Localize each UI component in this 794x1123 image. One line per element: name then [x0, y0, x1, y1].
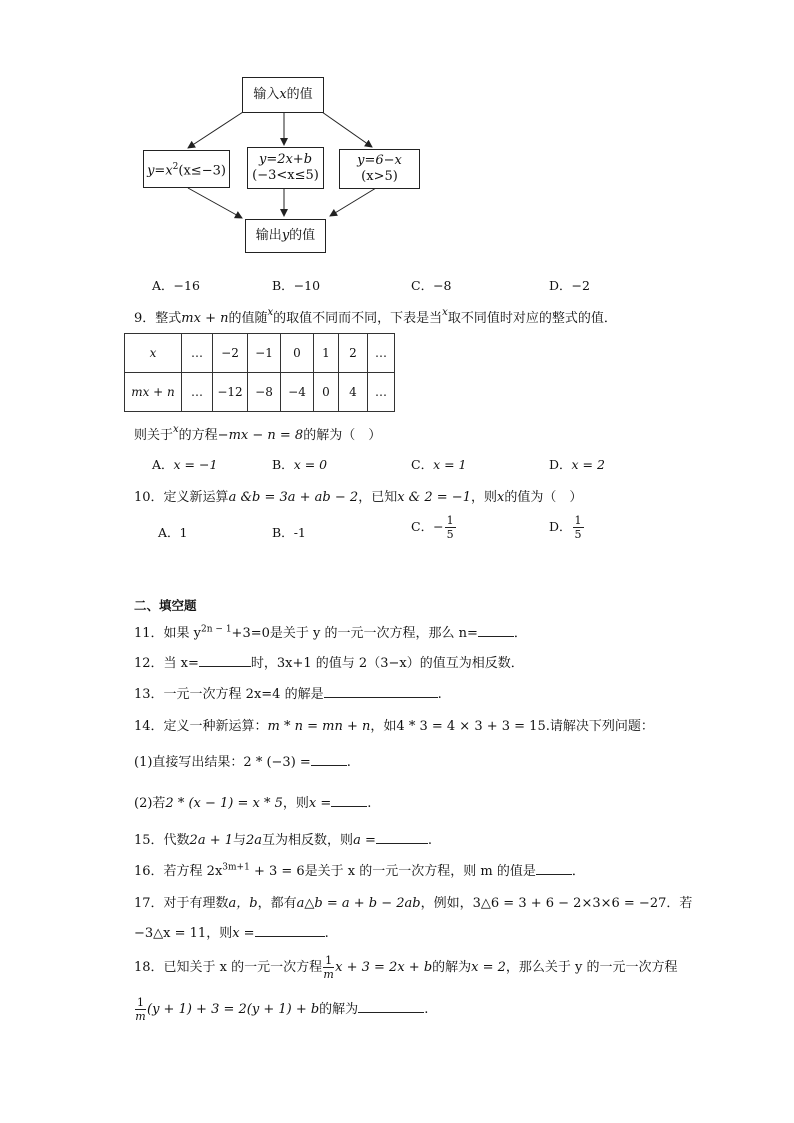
q8-option-b: B．−10: [272, 278, 321, 293]
q8-option-d: D．−2: [549, 278, 590, 293]
q13: 13．一元一次方程 2x=4 的解是 .: [134, 687, 442, 702]
q10-stem: 10．定义新运算a &b = 3a + ab − 2，已知x & 2 = −1，则x的值为（ ）: [134, 490, 583, 505]
q14: 14．定义一种新运算：m * n = mn + n，如4 * 3 = 4 × 3 + 3 = 15.请解决下列问题：: [134, 719, 654, 734]
q17: 17．对于有理数a，b，都有a△b = a + b − 2ab，例如，3△6 = 3 + 6 − 2×3×6 = −27．若: [134, 896, 693, 911]
q10-option-c: C．− $\frac{1}{5}$: [411, 514, 454, 541]
q18: 18．已知关于 x 的一元一次方程 $\frac{1}{m}$ x + 3 = 2x + b的解为x = 2，那么关于 y 的一元一次方程: [134, 954, 678, 981]
arrow-right-to-output: [330, 188, 376, 216]
q9-table: [124, 333, 395, 412]
table-row: mx + n … −12 −8 −4 0 4 …: [125, 373, 395, 412]
q17-line2: −3△x = 11，则x = .: [134, 926, 329, 941]
box-left-case: $y=x^2(x\le-3)$: [143, 150, 230, 188]
q9-option-d: D．x = 2: [549, 457, 605, 472]
q15: 15．代数2a + 1与2a互为相反数，则a = .: [134, 833, 432, 848]
q14-part2: (2)若2 * (x − 1) = x * 5，则x = .: [134, 796, 372, 811]
q9-stem: 9．整式mx + n的值随$^x$的取值不同而不同，下表是当$^x$取不同值时对应的整式的值．: [134, 307, 617, 326]
q11: 11．如果 $y^{2n - 1}+3=0$是关于 y 的一元一次方程，那么 n= ．: [134, 624, 527, 641]
q8-option-a: A．−16: [152, 278, 200, 293]
q9-option-a: A．x = −1: [152, 457, 218, 472]
box-right-case: y=6−x (x>5): [339, 149, 420, 189]
q18-line2: $\frac{1}{m}$ (y + 1) + 3 = 2(y + 1) + b的解为 .: [135, 996, 429, 1023]
q16: 16．若方程 $2x^{3m+1} + 3 = 6$是关于 x 的一元一次方程，则 m 的值是 ．: [134, 862, 585, 879]
arrow-to-left-box: [188, 112, 243, 148]
table-row: x … −2 −1 0 1 2 …: [125, 334, 395, 373]
section-title: 二、填空题: [134, 598, 197, 613]
arrow-left-to-output: [188, 188, 242, 218]
q14-part1: (1)直接写出结果：2 * (−3) = .: [134, 755, 351, 770]
q10-option-a: A．1: [158, 525, 188, 540]
q9-option-c: C．x = 1: [411, 457, 467, 472]
q9-option-b: B．x = 0: [272, 457, 328, 472]
q10-option-b: B．-1: [272, 525, 306, 540]
input-box: 输入 x 的值: [242, 77, 324, 113]
q12: 12．当 x= 时，3x+1 的值与 2（3−x）的值互为相反数．: [134, 656, 524, 671]
flowchart-arrows: [0, 0, 794, 260]
box-mid-case: y=2x+b (−3<x≤5): [247, 147, 324, 189]
q8-option-c: C．−8: [411, 278, 452, 293]
arrow-to-right-box: [322, 112, 372, 147]
output-box: 输出 y 的值: [245, 219, 326, 253]
q9-question: 则关于$^x$的方程−mx − n = 8的解为（ ）: [134, 424, 382, 443]
q10-option-d: D． $\frac{1}{5}$: [549, 514, 582, 541]
